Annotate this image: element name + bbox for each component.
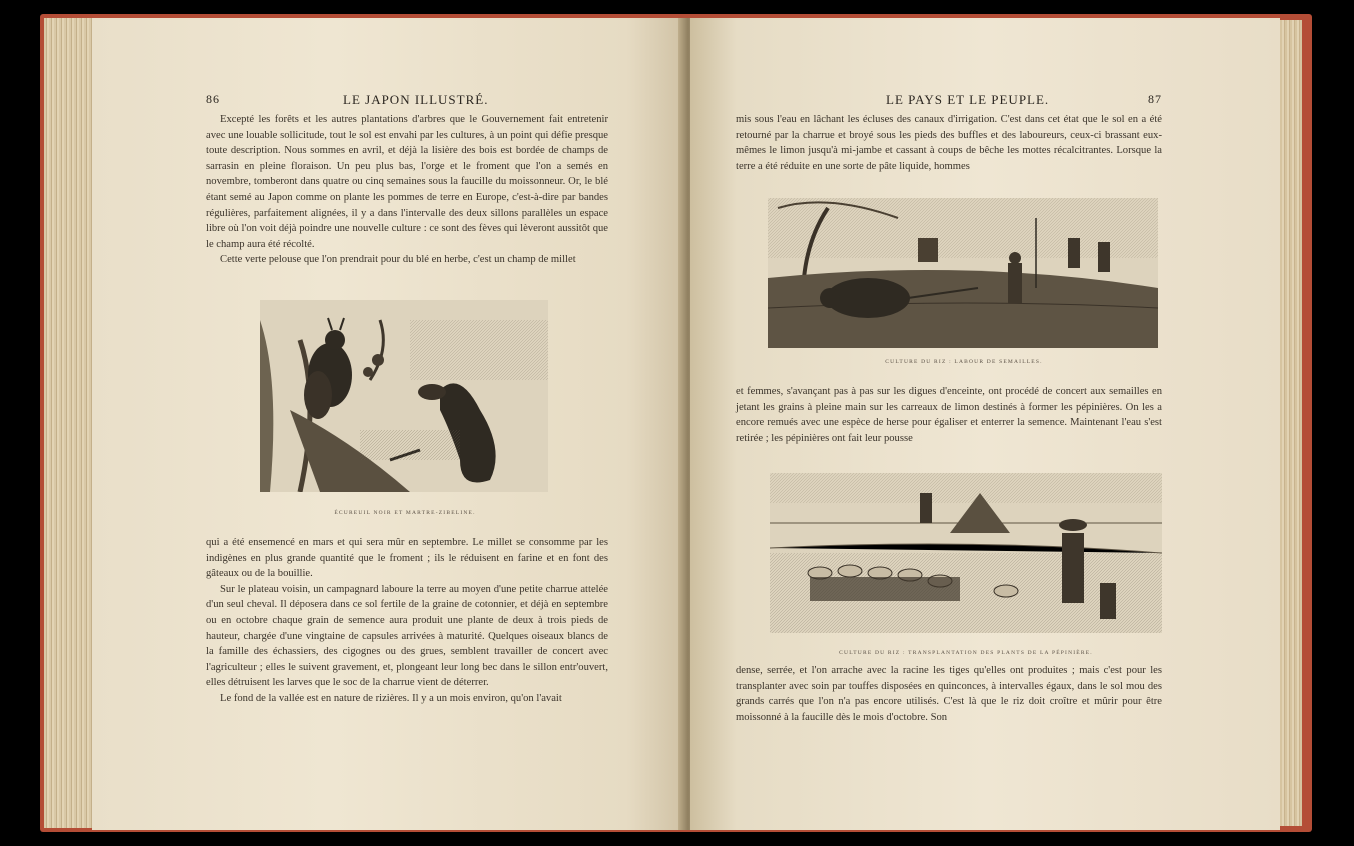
paragraph: Sur le plateau voisin, un campagnard laboure la terre au moyen d'une petite charrue attelée d'un seul cheval. Il déposera dans ce sol fertile de la graine de cotonnier, et déjà en septembre ou en octobre chaque grain de semence aura produit une plante de deux à trois pieds de hauteur, chargée d'une vingtaine de capsules arrivées à maturité. Quelques oiseaux blancs de la famille des échassiers, des cigognes ou des grues, semblent travailler de concert avec l'agriculteur ; elles le suivent gravement, et, plongeant leur long bec dans le sillon entr'ouvert, elles détruisent les larves que le soc de la charrue vient de déterrer. xyxy=(206,583,608,689)
right-text-1 xyxy=(736,112,1162,174)
paragraph: Excepté les forêts et les autres plantations d'arbres que le Gouvernement fait entretenir avec une louable sollicitude, tout le sol est envahi par les cultures, à un point qui défie presque toute description. Nous sommes en avril, et déjà la lisière des bois est bordée de champs de sarrasin en pleine floraison. Un peu plus bas, l'orge et le froment que l'on a semés en novembre, tomberont dans quatre ou cinq semaines sous la faucille du moissonneur. Or, le blé étant semé au Japon comme on plante les pommes de terre en Europe, c'est-à-dire par bandes régulières, parfaitement alignées, il y a dans l'intervalle des deux sillons parallèles un espace libre où l'on voit déjà poindre une nouvelle culture : ce sont des fèves qui lèveront aussitôt que le champ aura été récolté. xyxy=(206,114,608,250)
right-text-2 xyxy=(736,384,1162,446)
paragraph: et femmes, s'avançant pas à pas sur les digues d'enceinte, ont procédé de concert aux semailles en jetant les grains à pleine main sur les carreaux de limon destinés à former les pépinières. On les a encore remués avec une espèce de herse pour égaliser et enterrer la semence. Maintenant l'eau s'est retirée ; les pépinières ont fait leur pousse xyxy=(736,386,1162,444)
right-text-3 xyxy=(736,663,1162,725)
left-figure-caption: ÉCUREUIL NOIR ET MARTRE-ZIBELINE. xyxy=(334,510,476,516)
squirrel-marten-illustration xyxy=(260,300,548,492)
paragraph: qui a été ensemencé en mars et qui sera mûr en septembre. Le millet se consomme par les indigènes en plus grande quantité que le froment ; ils le réduisent en farine et en font des gâteaux ou de la bouillie. xyxy=(206,537,608,580)
left-page-number: 86 xyxy=(206,92,220,106)
paragraph: dense, serrée, et l'on arrache avec la racine les tiges qu'elles ont produites ; mais c'est pour les transplanter avec soin par touffes disposées en quinconces, à intervalles égaux, dans le sol mou des grands carrés que l'on n'a pas encore utilisés. C'est là que le riz doit croître et mûrir pour être moissonné à la faucille dès le mois d'octobre. Son xyxy=(736,665,1162,723)
right-running-title: LE PAYS ET LE PEUPLE. xyxy=(886,92,1050,107)
page-edges-left xyxy=(44,18,96,828)
left-running-title: LE JAPON ILLUSTRÉ. xyxy=(343,92,489,107)
left-text-top xyxy=(206,112,608,268)
right-figure1-caption: CULTURE DU RIZ : LABOUR DE SEMAILLES. xyxy=(885,359,1043,365)
paragraph: Cette verte pelouse que l'on prendrait pour du blé en herbe, c'est un champ de millet xyxy=(220,254,576,266)
rice-transplanting-illustration xyxy=(770,473,1162,633)
paragraph: Le fond de la vallée est en nature de rizières. Il y a un mois environ, qu'on l'avait xyxy=(220,692,562,704)
rice-ploughing-illustration xyxy=(768,198,1158,348)
paragraph: mis sous l'eau en lâchant les écluses des canaux d'irrigation. C'est dans cet état que le sol en a été retourné par la charrue et broyé sous les pieds des buffles et des laboureurs, ceux-ci brassant eux-mêmes le limon jusqu'à mi-jambe et cassant à coups de bêche les mottes récalcitrantes. Lorsque la terre a été réduite en une sorte de pâte liquide, hommes xyxy=(736,114,1162,172)
right-figure2-caption: CULTURE DU RIZ : TRANSPLANTATION DES PLANTS DE LA PÉPINIÈRE. xyxy=(839,650,1093,656)
right-page xyxy=(690,18,1280,830)
left-page xyxy=(92,18,686,830)
left-text-bottom xyxy=(206,535,608,707)
right-page-number: 87 xyxy=(1148,92,1162,106)
